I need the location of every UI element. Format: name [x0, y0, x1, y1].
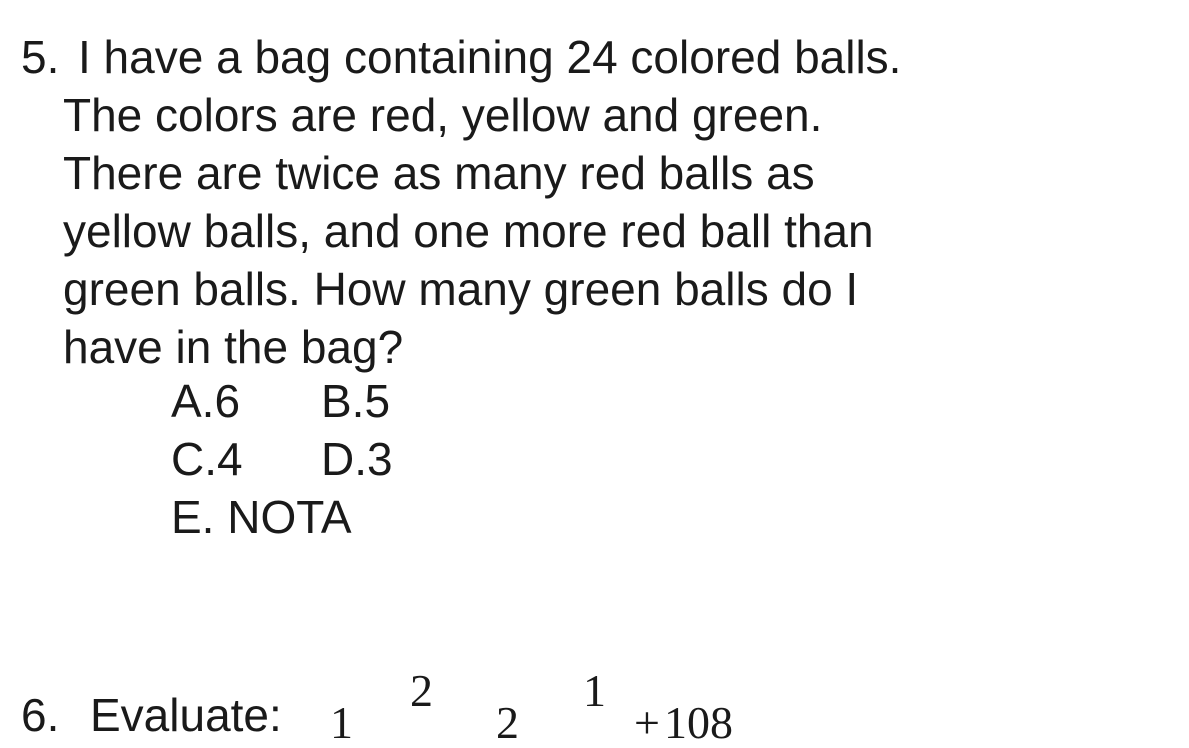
- term2-whole: 2: [496, 697, 519, 748]
- question-number: 6.: [21, 689, 60, 741]
- choice-c: C.4: [171, 433, 243, 485]
- question-line: green balls. How many green balls do I: [63, 263, 859, 315]
- question-line: The colors are red, yellow and green.: [63, 89, 823, 141]
- question-line: There are twice as many red balls as: [63, 147, 815, 199]
- question-line: I have a bag containing 24 colored balls.: [78, 31, 902, 83]
- question-line: yellow balls, and one more red ball than: [63, 205, 874, 257]
- term2-numerator: 1: [583, 665, 606, 716]
- question-line: have in the bag?: [63, 321, 404, 373]
- choice-d: D.3: [321, 433, 393, 485]
- evaluate-label: Evaluate:: [90, 689, 282, 741]
- question-number: 5.: [21, 31, 60, 83]
- plus-operator: +: [634, 697, 660, 748]
- term1-numerator: 2: [410, 665, 433, 716]
- choice-a: A.6: [171, 375, 241, 427]
- term1-whole: 1: [330, 697, 353, 748]
- choice-b: B.5: [321, 375, 391, 427]
- choice-e: E. NOTA: [171, 491, 352, 543]
- tail-number: 108: [664, 697, 733, 748]
